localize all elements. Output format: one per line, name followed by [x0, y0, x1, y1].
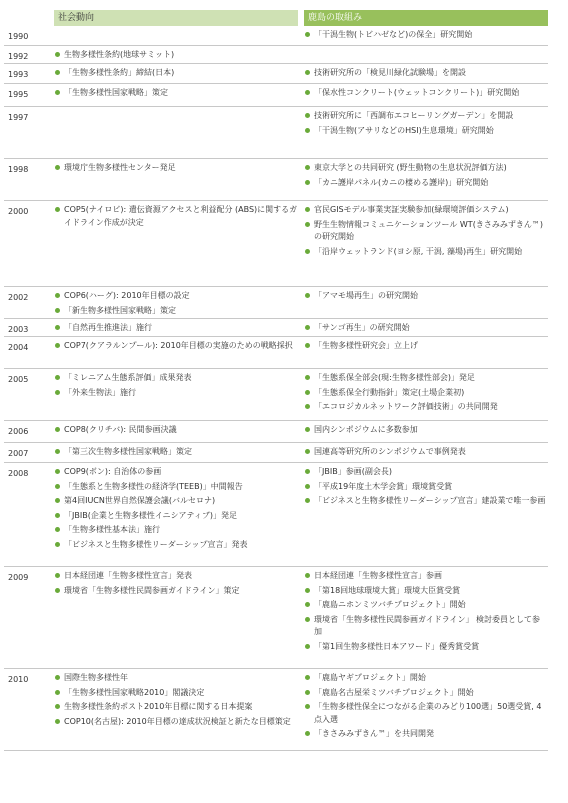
- bullet-icon: [305, 343, 310, 348]
- society-item-text: 「生物多様性条約」締結(日本): [64, 68, 175, 77]
- kajima-cell: [304, 159, 548, 200]
- society-item: [54, 570, 298, 583]
- society-item-text: 「生物多様性国家戦略」策定: [64, 88, 168, 97]
- year-cell: 1997: [8, 113, 29, 122]
- bullet-icon: [55, 513, 60, 518]
- kajima-item: [304, 424, 548, 437]
- table-row: [4, 107, 548, 159]
- bullet-icon: [55, 165, 60, 170]
- kajima-item: [304, 466, 548, 479]
- bullet-icon: [305, 498, 310, 503]
- year-cell: 2002: [8, 293, 29, 302]
- society-item-text: COP6(ハーグ): 2010年目標の設定: [64, 291, 190, 300]
- society-item-text: 環境省「生物多様性民間参画ガイドライン」策定: [64, 585, 240, 595]
- bullet-icon: [305, 325, 310, 330]
- society-item: [54, 322, 298, 335]
- society-item: [54, 162, 298, 175]
- kajima-item: [304, 701, 548, 726]
- society-item-text: COP9(ボン): 自治体の参画: [64, 467, 162, 476]
- year-cell: 2010: [8, 675, 29, 684]
- year-cell: 1992: [8, 52, 29, 61]
- kajima-item-text: 「エコロジカルネットワーク評価技術」の共同開発: [314, 402, 498, 411]
- society-item-text: 日本経団連「生物多様性宣言」発表: [64, 571, 192, 580]
- bullet-icon: [305, 644, 310, 649]
- bullet-icon: [55, 375, 60, 380]
- society-item-text: 「生物多様性国家戦略2010」閣議決定: [64, 687, 205, 697]
- kajima-item-text: 野生生物情報コミュニケーションツール WT(きさみみずきん™)の研究開始: [314, 219, 543, 241]
- kajima-cell: [304, 443, 548, 462]
- bullet-icon: [305, 70, 310, 75]
- bullet-icon: [55, 719, 60, 724]
- kajima-item-text: 環境省「生物多様性民間参画ガイドライン」 検討委員として参加: [314, 614, 541, 636]
- kajima-item: [304, 110, 548, 123]
- society-item-text: 国際生物多様性年: [64, 673, 128, 682]
- society-item-text: 「ミレニアム生態系評価」成果発表: [64, 373, 192, 382]
- kajima-item-text: 「保水性コンクリート(ウェットコンクリート)」研究開始: [314, 88, 520, 97]
- kajima-item-text: 「生態系保全行動指針」策定(土場企業初): [314, 387, 465, 397]
- society-cell: [54, 107, 298, 158]
- kajima-item-text: 技術研究所の「検見川緑化試験場」を開設: [314, 68, 466, 77]
- society-item: [54, 495, 298, 508]
- society-item: [54, 290, 298, 303]
- bullet-icon: [305, 249, 310, 254]
- bullet-icon: [305, 573, 310, 578]
- kajima-item-text: 「生態系保全部会(現:生物多様性部会)」発足: [314, 373, 475, 382]
- kajima-item: [304, 614, 548, 639]
- kajima-item: [304, 481, 548, 494]
- year-cell: 2009: [8, 573, 29, 582]
- table-row: [4, 443, 548, 463]
- society-item-text: 生物多様性条約(地球サミット): [64, 50, 175, 59]
- society-item: [54, 49, 298, 62]
- year-cell: 2004: [8, 343, 29, 352]
- bullet-icon: [305, 113, 310, 118]
- society-item: [54, 481, 298, 494]
- kajima-item: [304, 387, 548, 400]
- society-item: [54, 539, 298, 552]
- bullet-icon: [305, 617, 310, 622]
- bullet-icon: [305, 469, 310, 474]
- society-item: [54, 585, 298, 598]
- kajima-cell: [304, 567, 548, 668]
- society-cell: [54, 159, 298, 200]
- kajima-item-text: 官民GISモデル事業実証実験参加(緑環境評価システム): [314, 205, 509, 214]
- bullet-icon: [55, 675, 60, 680]
- kajima-item: [304, 672, 548, 685]
- kajima-cell: [304, 64, 548, 83]
- bullet-icon: [305, 32, 310, 37]
- kajima-item-text: 国連高等研究所のシンポジウムで事例発表: [314, 447, 466, 456]
- kajima-item: [304, 372, 548, 385]
- kajima-item: [304, 585, 548, 598]
- table-row: [4, 421, 548, 443]
- bullet-icon: [305, 704, 310, 709]
- year-cell: 2005: [8, 375, 29, 384]
- kajima-item-text: 「干潟生物(アサリなどのHSI)生息環境」研究開始: [314, 125, 494, 135]
- kajima-cell: [304, 337, 548, 368]
- society-item: [54, 672, 298, 685]
- kajima-item: [304, 29, 548, 42]
- society-cell: [54, 421, 298, 442]
- society-header: 社会動向: [54, 10, 298, 26]
- bullet-icon: [305, 675, 310, 680]
- bullet-icon: [305, 390, 310, 395]
- bullet-icon: [305, 90, 310, 95]
- society-cell: [54, 287, 298, 318]
- bullet-icon: [55, 343, 60, 348]
- kajima-item-text: 「アマモ場再生」の研究開始: [314, 291, 418, 300]
- kajima-item: [304, 219, 548, 244]
- table-body: [4, 26, 548, 751]
- bullet-icon: [55, 573, 60, 578]
- kajima-item: [304, 322, 548, 335]
- kajima-cell: [304, 319, 548, 336]
- kajima-item-text: 「鹿島ニホンミツバチプロジェクト」開始: [314, 600, 466, 609]
- society-item: [54, 372, 298, 385]
- bullet-icon: [55, 308, 60, 313]
- kajima-cell: [304, 26, 548, 45]
- kajima-item-text: 「生物多様性研究会」立上げ: [314, 341, 418, 350]
- kajima-item: [304, 599, 548, 612]
- society-cell: [54, 201, 298, 286]
- kajima-item-text: 技術研究所に「西調布エコヒーリングガーデン」を開設: [314, 111, 514, 120]
- table-header: [4, 10, 548, 26]
- table-row: [4, 201, 548, 287]
- society-item-text: 「外来生物法」施行: [64, 387, 136, 397]
- society-cell: [54, 64, 298, 83]
- kajima-cell: [304, 369, 548, 420]
- table-row: [4, 64, 548, 84]
- society-cell: [54, 337, 298, 368]
- bullet-icon: [55, 690, 60, 695]
- kajima-cell: [304, 421, 548, 442]
- kajima-item: [304, 495, 548, 508]
- society-cell: [54, 463, 298, 566]
- society-cell: [54, 26, 298, 45]
- kajima-cell: [304, 84, 548, 106]
- society-cell: [54, 46, 298, 63]
- society-item: [54, 701, 298, 714]
- bullet-icon: [55, 90, 60, 95]
- society-item-text: 「自然再生推進法」施行: [64, 323, 152, 332]
- society-item: [54, 204, 298, 229]
- bullet-icon: [55, 498, 60, 503]
- kajima-cell: [304, 669, 548, 750]
- kajima-item: [304, 204, 548, 217]
- year-cell: 2003: [8, 325, 29, 334]
- year-cell: 1995: [8, 90, 29, 99]
- bullet-icon: [55, 70, 60, 75]
- society-item: [54, 387, 298, 400]
- kajima-item-text: 「JBIB」参画(副会長): [314, 467, 392, 476]
- kajima-cell: [304, 201, 548, 286]
- kajima-item-text: 日本経団連「生物多様性宣言」参画: [314, 571, 442, 580]
- bullet-icon: [55, 704, 60, 709]
- table-row: [4, 669, 548, 751]
- kajima-item: [304, 728, 548, 741]
- society-item-text: 「JBIB(企業と生物多様性イニシアティブ)」発足: [64, 510, 237, 520]
- society-item: [54, 340, 298, 353]
- year-cell: 2006: [8, 427, 29, 436]
- bullet-icon: [55, 449, 60, 454]
- society-cell: [54, 443, 298, 462]
- society-item-text: 「ビジネスと生物多様性リーダーシップ宣言」発表: [64, 539, 248, 549]
- kajima-item-text: 「第1回生物多様性日本アワード」優秀賞受賞: [314, 641, 480, 651]
- society-item-text: 第4回IUCN世界自然保護会議(バルセロナ): [64, 496, 216, 505]
- bullet-icon: [305, 690, 310, 695]
- kajima-item-text: 「生物多様性保全につながる企業のみどり100選」50選受賞, 4点入選: [314, 702, 542, 724]
- kajima-item: [304, 687, 548, 700]
- year-cell: 1998: [8, 165, 29, 174]
- society-item-text: COP5(ナイロビ): 遺伝資源アクセスと利益配分 (ABS)に関するガイドライン作成が決定: [64, 205, 298, 227]
- year-cell: 2008: [8, 469, 29, 478]
- kajima-item: [304, 446, 548, 459]
- society-item-text: 「生物多様性基本法」施行: [64, 525, 160, 534]
- bullet-icon: [55, 427, 60, 432]
- kajima-item: [304, 177, 548, 190]
- table-row: [4, 84, 548, 107]
- society-item-text: COP7(クアラルンプール): 2010年目標の実施のための戦略採択: [64, 341, 293, 350]
- kajima-cell: [304, 463, 548, 566]
- bullet-icon: [305, 427, 310, 432]
- society-item: [54, 524, 298, 537]
- table-row: [4, 26, 548, 46]
- year-cell: 1990: [8, 32, 29, 41]
- table-row: [4, 287, 548, 319]
- kajima-item-text: 「きさみみずきん™」を共同開発: [314, 729, 434, 738]
- table-row: [4, 567, 548, 669]
- year-cell: 2007: [8, 449, 29, 458]
- society-cell: [54, 369, 298, 420]
- kajima-cell: [304, 287, 548, 318]
- society-item: [54, 67, 298, 80]
- kajima-item: [304, 340, 548, 353]
- kajima-item: [304, 290, 548, 303]
- bullet-icon: [55, 469, 60, 474]
- bullet-icon: [55, 207, 60, 212]
- bullet-icon: [55, 325, 60, 330]
- kajima-item-text: 「沿岸ウェットランド(ヨシ原, 干潟, 藻場)再生」研究開始: [314, 246, 523, 256]
- society-item: [54, 446, 298, 459]
- kajima-item: [304, 87, 548, 100]
- society-item-text: 「生態系と生物多様性の経済学(TEEB)」中間報告: [64, 481, 243, 491]
- society-item: [54, 510, 298, 523]
- society-item: [54, 87, 298, 100]
- kajima-cell: [304, 107, 548, 158]
- bullet-icon: [55, 293, 60, 298]
- kajima-item: [304, 67, 548, 80]
- kajima-item-text: 「平成19年度土木学会賞」環境賞受賞: [314, 481, 453, 491]
- table-row: [4, 337, 548, 369]
- table-row: [4, 463, 548, 567]
- bullet-icon: [305, 165, 310, 170]
- table-row: [4, 46, 548, 64]
- bullet-icon: [305, 180, 310, 185]
- bullet-icon: [305, 222, 310, 227]
- kajima-header: 鹿島の取組み: [304, 10, 548, 26]
- year-header: [4, 10, 54, 26]
- society-item: [54, 305, 298, 318]
- table-row: [4, 319, 548, 337]
- bullet-icon: [305, 207, 310, 212]
- society-item: [54, 687, 298, 700]
- history-table: [4, 10, 548, 751]
- kajima-cell: [304, 46, 548, 63]
- bullet-icon: [305, 293, 310, 298]
- society-item-text: 環境庁生物多様性センター発足: [64, 163, 176, 172]
- kajima-item-text: 「ビジネスと生物多様性リーダーシップ宣言」建設業で唯一参画: [314, 496, 546, 505]
- kajima-item: [304, 246, 548, 259]
- society-item-text: 生物多様性条約ポスト2010年目標に関する日本提案: [64, 702, 253, 711]
- bullet-icon: [305, 588, 310, 593]
- society-item-text: COP10(名古屋): 2010年目標の達成状況検証と新たな目標策定: [64, 716, 291, 726]
- bullet-icon: [305, 375, 310, 380]
- society-item-text: COP8(クリチバ): 民間参画決議: [64, 425, 177, 434]
- bullet-icon: [55, 527, 60, 532]
- year-cell: 2000: [8, 207, 29, 216]
- table-row: [4, 159, 548, 201]
- kajima-item: [304, 125, 548, 138]
- society-item-text: 「新生物多様性国家戦略」策定: [64, 305, 176, 315]
- kajima-item: [304, 641, 548, 654]
- bullet-icon: [305, 731, 310, 736]
- bullet-icon: [305, 404, 310, 409]
- society-item: [54, 466, 298, 479]
- kajima-item: [304, 401, 548, 414]
- kajima-item-text: 「サンゴ再生」の研究開始: [314, 323, 410, 332]
- bullet-icon: [55, 484, 60, 489]
- society-item-text: 「第三次生物多様性国家戦略」策定: [64, 447, 192, 456]
- society-item: [54, 424, 298, 437]
- society-cell: [54, 84, 298, 106]
- bullet-icon: [305, 602, 310, 607]
- kajima-item-text: 「鹿島ヤギプロジェクト」開始: [314, 673, 426, 682]
- kajima-item-text: 「第18回地球環境大賞」環境大臣賞受賞: [314, 585, 461, 595]
- bullet-icon: [305, 128, 310, 133]
- bullet-icon: [55, 588, 60, 593]
- society-item: [54, 716, 298, 729]
- bullet-icon: [305, 484, 310, 489]
- kajima-item-text: 東京大学との共同研究 (野生動物の生息状況評価方法): [314, 163, 507, 172]
- society-cell: [54, 669, 298, 750]
- bullet-icon: [55, 542, 60, 547]
- kajima-item-text: 「干潟生物(トビハゼなど)の保全」研究開始: [314, 30, 473, 39]
- table-row: [4, 369, 548, 421]
- bullet-icon: [55, 390, 60, 395]
- bullet-icon: [55, 52, 60, 57]
- society-cell: [54, 319, 298, 336]
- kajima-item: [304, 570, 548, 583]
- society-cell: [54, 567, 298, 668]
- kajima-item-text: 国内シンポジウムに多数参加: [314, 425, 418, 434]
- year-cell: 1993: [8, 70, 29, 79]
- kajima-item-text: 「鹿島名古屋栄ミツバチプロジェクト」開始: [314, 687, 474, 697]
- bullet-icon: [305, 449, 310, 454]
- kajima-item-text: 「カニ護岸パネル(カニの棲める護岸)」研究開始: [314, 177, 489, 187]
- kajima-item: [304, 162, 548, 175]
